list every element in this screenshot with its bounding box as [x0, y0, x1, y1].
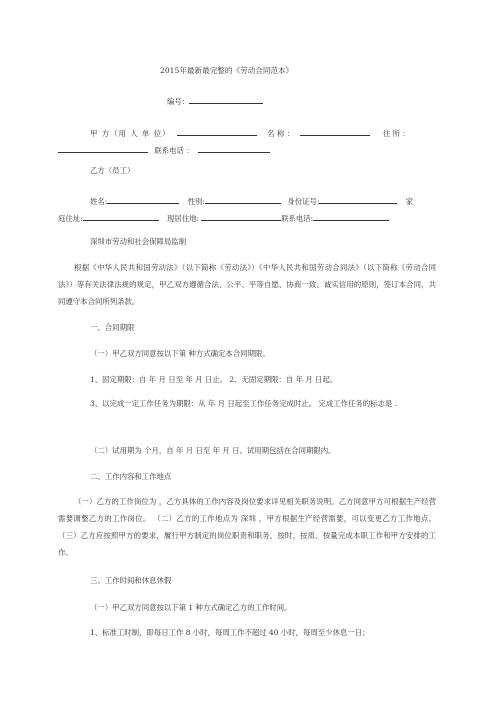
party-a-line-2 — [58, 144, 270, 156]
party-a-phone-field[interactable] — [198, 144, 270, 153]
section-2-title: 二、工作内容和工作地点 — [90, 472, 172, 481]
document-title: 2015年最新最完整的《劳动合同范本》 — [160, 66, 294, 75]
party-b-line-1 — [90, 195, 413, 207]
preamble-paragraph: 根据《中华人民共和国劳动法》（以下简称《劳动法》）《中华人民共和国劳动合同法》（以下简称《劳动合同法》）等有关法律法规的规定，甲乙双方遵循合法、公平、平等自愿、协商一致、诚实信用的原则，签订本合同，共同遵守本合同所列条款。 — [58, 263, 436, 306]
section-1-title: 一、合同期限 — [90, 323, 135, 332]
contract-number-field[interactable] — [189, 95, 263, 104]
party-b-home-label-a: 家 — [405, 197, 414, 206]
party-b-name-label: 姓名: — [90, 197, 108, 206]
section-3-title: 三、工作时间和休息休假 — [90, 576, 172, 585]
section-1-para-4: （二）试用期为 个月，自 年 月 日至 年 月 日。试用期包括在合同期限内。 — [90, 446, 336, 455]
party-b-gender-field[interactable] — [205, 195, 281, 204]
party-a-line — [90, 127, 410, 139]
party-b-gender-label: 性别: — [187, 197, 205, 206]
section-1-para-2: 1、固定期限：自 年 月 日至 年 月 日止。 2、无固定期限：自 年 月 日起。 — [90, 375, 338, 384]
section-1-para-1: （一）甲乙双方同意按以下第 种方式确定本合同期限。 — [90, 349, 270, 358]
party-b-phone-field[interactable] — [313, 212, 389, 221]
party-b-current-label: 现居住地: — [167, 214, 200, 223]
party-a-phone-label: 联系电话 ： — [154, 146, 194, 155]
party-b-id-label: 身份证号: — [287, 197, 320, 206]
party-b-phone-label: 联系电话: — [281, 214, 314, 223]
party-a-address-label: 住 所 ： — [382, 129, 410, 138]
party-b-current-field[interactable] — [201, 212, 281, 221]
contract-number-line — [167, 95, 263, 107]
section-1-para-3: 3、以完成一定工作任务为期限：从 年 月 日起至工作任务完成时止。 完成工作任务的标志是 . — [90, 399, 398, 408]
party-a-name-field[interactable] — [300, 127, 370, 136]
party-b-line-2 — [58, 212, 389, 224]
party-b-label: 乙方（员工） — [90, 166, 135, 175]
supervisor-line: 深圳市劳动和社会保障局监制 — [90, 237, 187, 246]
section-2-para-1: （一）乙方的工作岗位为 ，乙方具体的工作内容及岗位要求详见相关职务说明。乙方同意甲方可根据生产经营需要调整乙方的工作岗位。 （二）乙方的工作地点为 深圳 ，甲方根据生产经营需要，可以变更乙方工作地点。 （三）乙方应按照甲方的要求，履行甲方制定的岗位职责和职务，按时、按质、按量完成本职工作和甲方安排的工作。 — [58, 497, 436, 557]
party-a-address-field[interactable] — [58, 144, 148, 153]
party-b-home-label: 庭住址: — [58, 214, 83, 223]
party-b-home-field[interactable] — [83, 212, 159, 221]
party-b-id-field[interactable] — [319, 195, 397, 204]
party-a-name-label: 名 称 ： — [267, 129, 295, 138]
section-3-para-1: （一）甲乙双方同意按以下第 1 种方式确定乙方的工作时间。 — [90, 603, 292, 612]
party-a-company-field[interactable] — [177, 127, 257, 136]
party-a-label: 甲 方（用 人 单 位） — [90, 129, 171, 138]
contract-number-label: 编号： — [167, 97, 190, 106]
party-b-name-field[interactable] — [107, 195, 179, 204]
section-3-para-2: 1、标准工时制，即每日工作 8 小时，每周工作不超过 40 小时，每周至少休息一日； — [90, 628, 370, 637]
